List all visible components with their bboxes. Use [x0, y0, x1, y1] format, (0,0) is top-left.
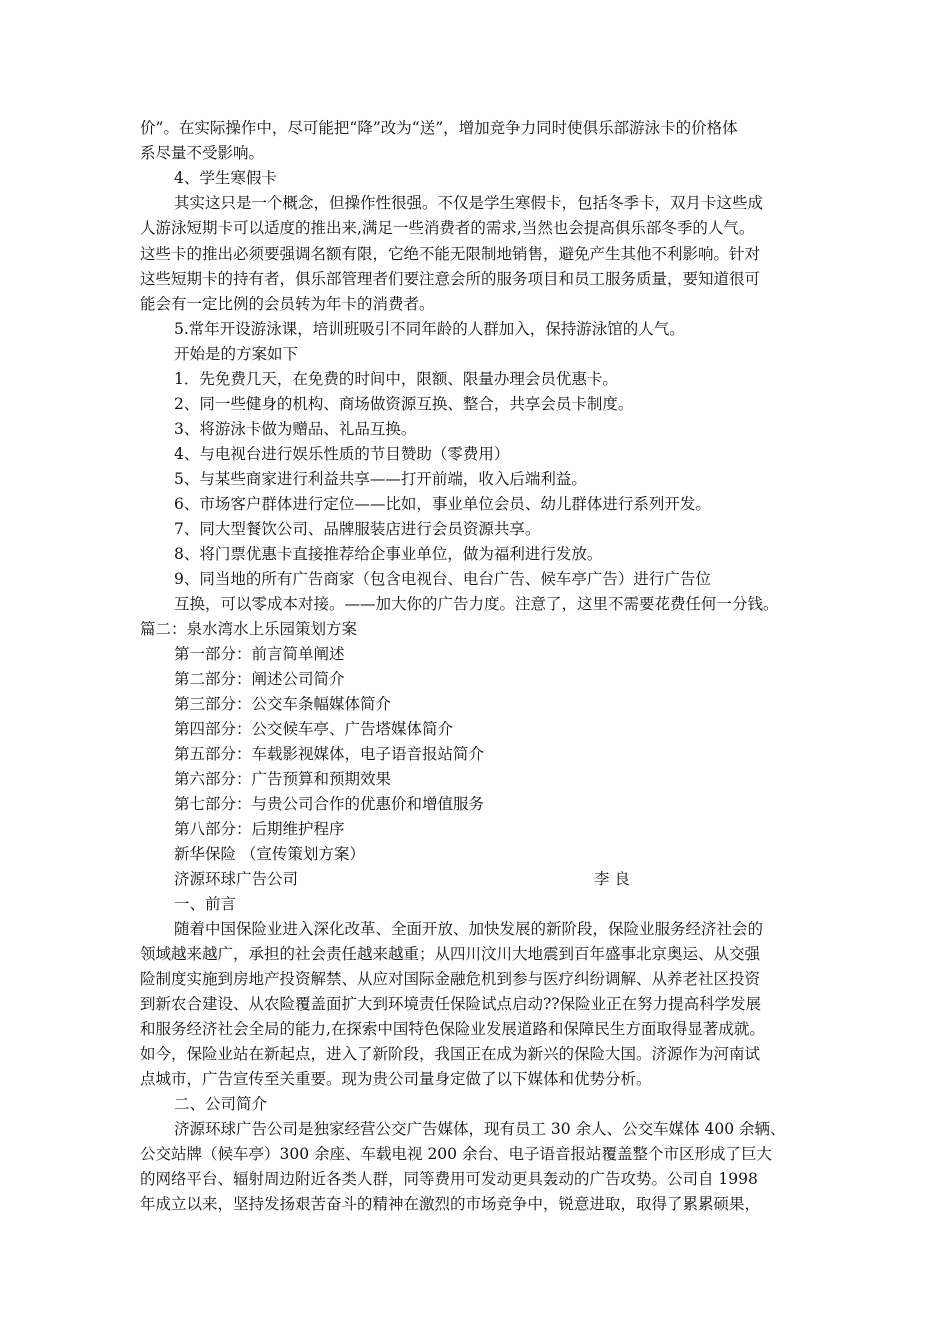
part-item: 第八部分：后期维护程序 [174, 820, 345, 838]
paragraph-line: 这些短期卡的持有者，俱乐部管理者们要注意会所的服务项目和员工服务质量，要知道很可 [140, 270, 761, 288]
part-item: 第七部分：与贵公司合作的优惠价和增值服务 [174, 795, 485, 813]
paragraph-line: 随着中国保险业进入深化改革、全面开放、加快发展的新阶段，保险业服务经济社会的 [174, 920, 764, 938]
part-item: 第二部分：阐述公司简介 [174, 670, 345, 688]
plan-item: 3、将游泳卡做为赠品、礼品互换。 [174, 420, 417, 438]
plan-item: 5、与某些商家进行利益共享——打开前端，收入后端利益。 [174, 470, 587, 488]
plan-item: 8、将门票优惠卡直接推荐给企事业单位，做为福利进行发放。 [174, 545, 603, 563]
section-heading: 4、学生寒假卡 [174, 169, 277, 187]
paragraph-line: 能会有一定比例的会员转为年卡的消费者。 [140, 295, 435, 313]
paragraph-line: 如今，保险业站在新起点，进入了新阶段，我国正在成为新兴的保险大国。济源作为河南试 [140, 1045, 761, 1063]
insurance-title: 新华保险 （宣传策划方案） [174, 845, 365, 863]
part-item: 第五部分：车载影视媒体，电子语音报站简介 [174, 745, 485, 763]
paragraph-line: 和服务经济社会全局的能力,在探索中国特色保险业发展道路和保障民生方面取得显著成就。 [140, 1020, 765, 1038]
company-name: 济源环球广告公司 [174, 870, 299, 888]
paragraph-line: 其实这只是一个概念，但操作性很强。不仅是学生寒假卡，包括冬季卡，双月卡这些成 [174, 194, 764, 212]
plan-item: 9、同当地的所有广告商家（包含电视台、电台广告、候车亭广告）进行广告位 [174, 570, 711, 588]
paragraph-line: 的网络平台、辐射周边附近各类人群，同等费用可发动更具轰动的广告攻势。公司自 1998 [140, 1170, 758, 1188]
part-item: 第四部分：公交候车亭、广告塔媒体简介 [174, 720, 454, 738]
plan-item: 互换，可以零成本对接。——加大你的广告力度。注意了，这里不需要花费任何一分钱。 [174, 595, 779, 613]
paragraph-line: 点城市，广告宣传至关重要。现为贵公司量身定做了以下媒体和优势分析。 [140, 1070, 652, 1088]
section-heading: 二、公司简介 [174, 1095, 268, 1113]
paragraph-line: 人游泳短期卡可以适度的推出来,满足一些消费者的需求,当然也会提高俱乐部冬季的人气。 [140, 219, 755, 237]
paragraph-line: 价”。在实际操作中，尽可能把“降”改为“送”，增加竞争力同时使俱乐部游泳卡的价格体 [140, 119, 738, 137]
author-name: 李 良 [594, 870, 630, 888]
plan-item: 4、与电视台进行娱乐性质的节目赞助（零费用） [174, 445, 510, 463]
paragraph-line: 济源环球广告公司是独家经营公交广告媒体，现有员工 30 余人、公交车媒体 400 余辆、 [174, 1120, 786, 1138]
paragraph-line: 险制度实施到房地产投资解禁、从应对国际金融危机到参与医疗纠纷调解、从养老社区投资 [140, 970, 761, 988]
paragraph-line: 领域越来越广，承担的社会责任越来越重；从四川汶川大地震到百年盛事北京奥运、从交强 [140, 945, 761, 963]
list-item: 5.常年开设游泳课，培训班吸引不同年龄的人群加入，保持游泳馆的人气。 [174, 320, 685, 338]
plan-item: 7、同大型餐饮公司、品牌服装店进行会员资源共享。 [174, 520, 541, 538]
section-heading: 一、前言 [174, 895, 237, 913]
plan-item: 6、市场客户群体进行定位——比如，事业单位会员、幼儿群体进行系列开发。 [174, 495, 711, 513]
paragraph-line: 年成立以来，坚持发扬艰苦奋斗的精神在激烈的市场竞争中，锐意进取，取得了累累硕果， [140, 1195, 761, 1213]
plan-intro: 开始是的方案如下 [174, 345, 299, 363]
part-item: 第一部分：前言简单阐述 [174, 645, 345, 663]
plan-item: 2、同一些健身的机构、商场做资源互换、整合，共享会员卡制度。 [174, 395, 634, 413]
chapter-title: 篇二：泉水湾水上乐园策划方案 [140, 620, 358, 638]
plan-item: 1．先免费几天，在免费的时间中，限额、限量办理会员优惠卡。 [174, 370, 618, 388]
paragraph-line: 这些卡的推出必须要强调名额有限，它绝不能无限制地销售，避免产生其他不利影响。针对 [140, 245, 761, 263]
paragraph-line: 到新农合建设、从农险覆盖面扩大到环境责任保险试点启动??保险业正在努力提高科学发展 [140, 995, 762, 1013]
paragraph-line: 公交站牌（候车亭）300 余座、车载电视 200 余台、电子语音报站覆盖整个市区形成了巨大 [140, 1145, 772, 1163]
part-item: 第六部分：广告预算和预期效果 [174, 770, 392, 788]
paragraph-line: 系尽量不受影响。 [140, 144, 265, 162]
part-item: 第三部分：公交车条幅媒体简介 [174, 695, 392, 713]
